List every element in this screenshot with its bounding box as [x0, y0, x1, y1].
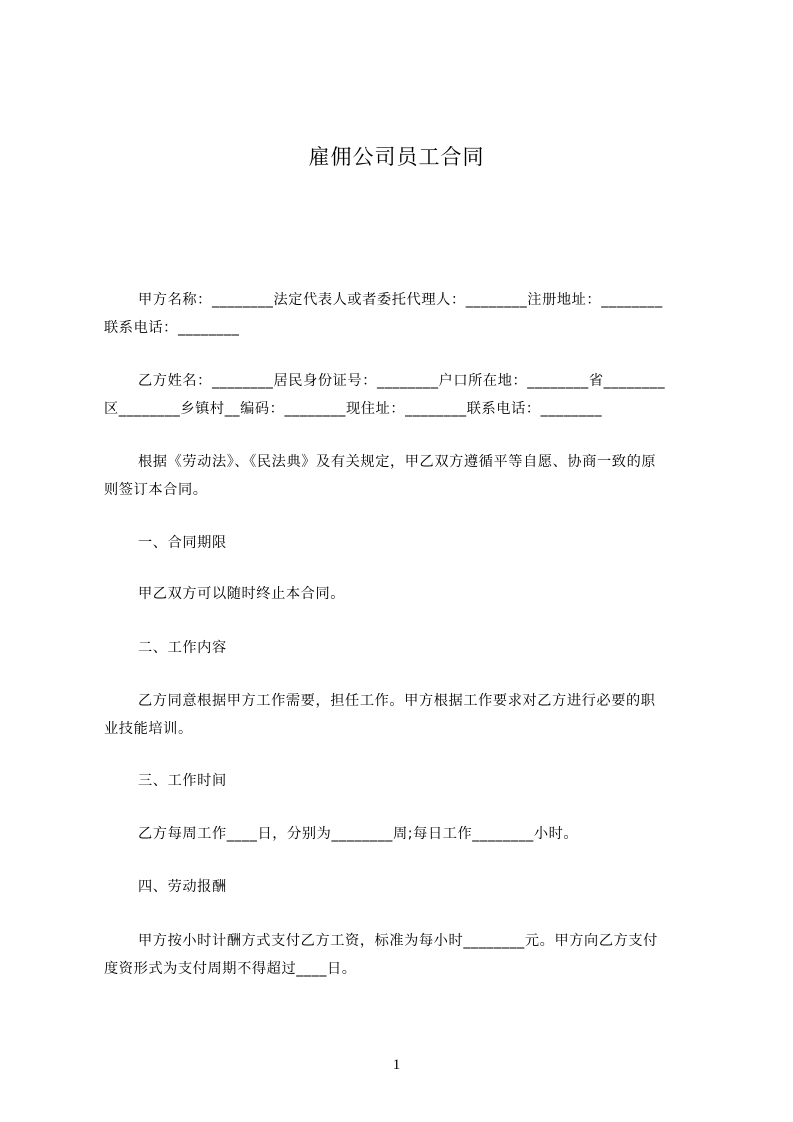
page-number: 1 — [392, 1057, 401, 1073]
section-heading-work-time: 三、工作时间 — [138, 773, 227, 789]
section-heading-remuneration: 四、劳动报酬 — [138, 879, 227, 895]
section-body-term-line-1: 甲乙双方可以随时终止本合同。 — [138, 586, 346, 602]
section-heading-work-content: 二、工作内容 — [138, 640, 227, 656]
section-body-work-content-line-2: 业技能培训。 — [104, 721, 193, 737]
party-b-line-1: 乙方姓名：________居民身份证号：________户口所在地：________省________ — [138, 373, 666, 389]
intro-line-2: 则签订本合同。 — [104, 482, 208, 498]
party-a-line-1: 甲方名称：________法定代表人或者委托代理人：________注册地址：________ — [138, 292, 663, 308]
intro-line-1: 根据《劳动法》、《民法典》及有关规定，甲乙双方遵循平等自愿、协商一致的原 — [138, 454, 657, 470]
section-heading-term: 一、合同期限 — [138, 535, 227, 551]
party-a-line-2: 联系电话：________ — [104, 320, 240, 336]
section-body-remuneration-line-2: 度资形式为支付周期不得超过____日。 — [104, 961, 357, 977]
party-b-line-2: 区________乡镇村__编码：________现住址：________联系电话：________ — [104, 401, 603, 417]
section-body-work-time-line-1: 乙方每周工作____日，分别为________周;每日工作________小时。 — [138, 826, 579, 842]
section-body-remuneration-line-1: 甲方按小时计酬方式支付乙方工资，标准为每小时________元。甲方向乙方支付 — [138, 933, 658, 949]
document-title: 雇佣公司员工合同 — [308, 145, 485, 169]
section-body-work-content-line-1: 乙方同意根据甲方工作需要，担任工作。甲方根据工作要求对乙方进行必要的职 — [138, 693, 656, 709]
